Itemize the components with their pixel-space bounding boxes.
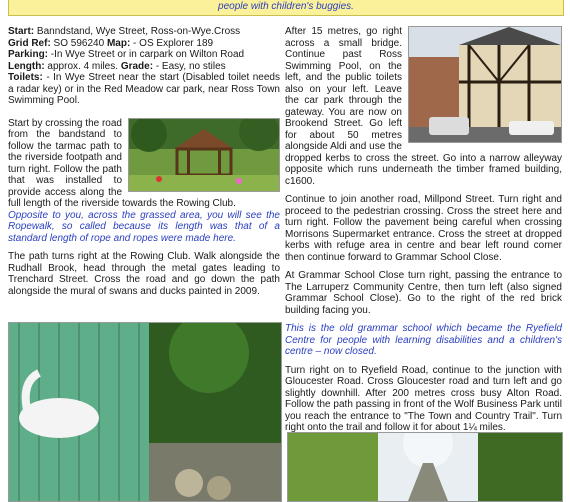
parking-label: Parking: xyxy=(8,49,49,60)
length-value: approx. 4 miles. xyxy=(44,60,121,72)
left-para-1: Start by crossing the road from the bandstand to follow the tarmac path to the riverside footpath and turn right. Follow the path that was installed to provide access along the full length of the riverside towards the Rowing Club. xyxy=(8,117,236,209)
toilets-label: Toilets: xyxy=(8,72,43,83)
right-para-4: Turn right on to Ryefield Road, continue to the junction with Gloucester Road. Cross Gloucester road and turn left and go slightly downhill. After 200 metres cross busy Alton Road. Follow the path passing in front of the Wolf Business Park until you reach the entrance to "The Town and Country Trail". Turn right onto the trail and follow it for about 1¼ miles. xyxy=(285,364,562,433)
left-para-2: The path turns right at the Rowing Club. Walk alongside the Rudhall Brook, head through the metal gates leading to Trenchard Street. Cross the road and go down the path alongside the mural of swans and ducks painted in 2009. xyxy=(8,251,280,297)
ropewalk-note: Opposite to you, across the grassed area, you will see the Ropewalk, so called because its length was that of a standard length of rope and ropes were made here. xyxy=(8,209,280,244)
length-label: Length: xyxy=(8,60,45,72)
accessibility-banner xyxy=(8,0,564,16)
grade-value: - Easy, no stiles xyxy=(153,60,226,72)
toilets-value: - In Wye Street near the start (Disabled toilet needs a radar key) or in the Red Meadow car park, near Ross Town Swimming Pool. xyxy=(8,72,280,106)
left-column xyxy=(8,26,280,304)
right-para-2: Continue to join another road, Millpond Street. Turn right and proceed to the pedestrian crossing. Cross the street here and turn right. Follow the pavement being careful when crossing Morrisons Supermarket entrance. Cross the street at dropped kerbs with refuge area in centre and bear left round corner then continue forward to Grammar School Close. xyxy=(285,194,562,263)
banner-text: people with children's buggies. xyxy=(218,1,354,12)
right-para-1: After 15 metres, go right across a small bridge. Continue past Ross Swimming Pool, on the left, and the public toilets also on your left. Leave the car park through the gateway. You are now on Brookend Street. Go left for about 50 metres alongside Aldi and use the dropped kerbs to cross the street. Go into a narrow alleyway opposite which runs underneath the timber framed building, c1600. xyxy=(285,26,562,187)
parking-value: -In Wye Street or in carpark on Wilton Road xyxy=(48,49,245,60)
grade-label: Grade: xyxy=(120,60,154,72)
bandstand-photo xyxy=(128,118,280,192)
right-column xyxy=(285,26,562,441)
right-para-3: At Grammar School Close turn right, passing the entrance to The Larruperz Community Centre, then turn left (also signed Grammar School Close). Go to the right of the red brick building facing you. xyxy=(285,270,562,316)
start-label: Start: xyxy=(8,26,35,37)
gridref-label: Grid Ref: xyxy=(8,37,51,49)
mural-path-photo xyxy=(8,322,282,502)
start-details xyxy=(8,26,280,107)
gridref-value: SO 596240 xyxy=(50,37,107,49)
start-value: Banndstand, Wye Street, Ross-on-Wye.Cross xyxy=(34,26,241,37)
map-label: Map: xyxy=(106,37,131,49)
timber-building-photo xyxy=(408,26,562,143)
map-value: - OS Explorer 189 xyxy=(130,37,214,49)
town-country-trail-photo xyxy=(287,432,563,502)
grammar-school-note: This is the old grammar school which became the Ryefield Centre for people with learning disabilities and a children's centre – now closed. xyxy=(285,323,562,357)
